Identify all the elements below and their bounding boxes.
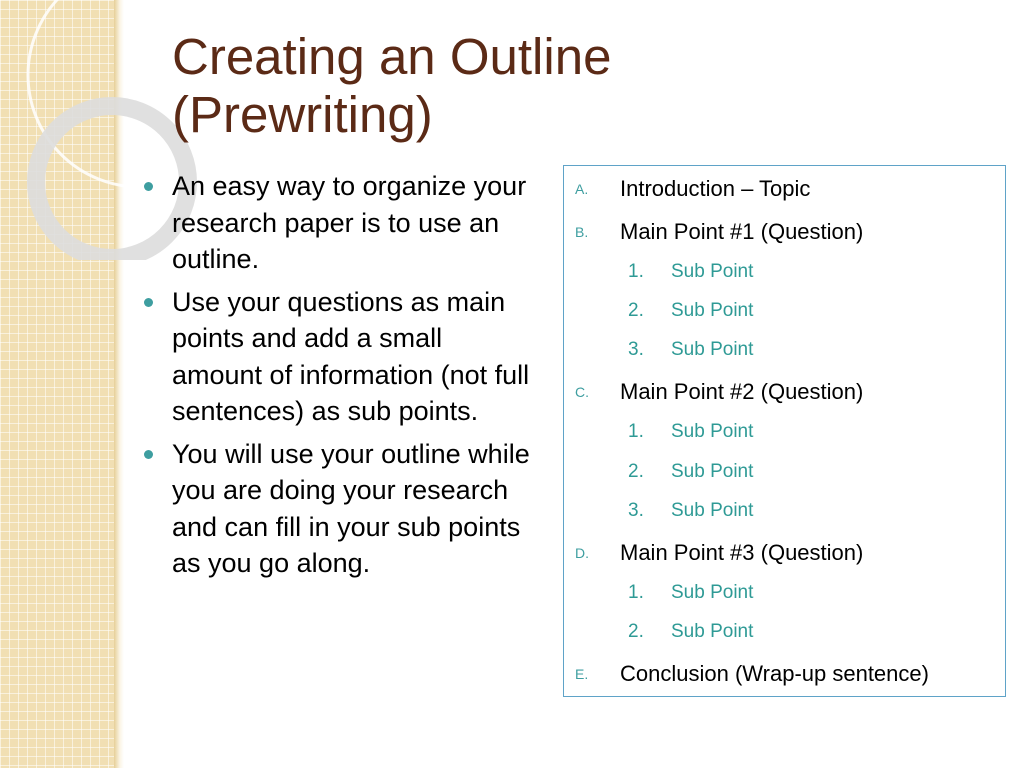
outline-text: Conclusion (Wrap-up sentence) (620, 661, 929, 686)
outline-text: Sub Point (671, 461, 754, 482)
outline-box (563, 165, 1006, 697)
bullet-text: Use your questions as main points and add a small amount of information (not full sentences) as sub points. (172, 286, 530, 426)
outline-text: Main Point #3 (Question) (620, 540, 864, 565)
outline-marker: 1. (628, 582, 644, 603)
outline-marker: E. (575, 666, 589, 682)
outline-text: Sub Point (671, 621, 754, 642)
bullet-list (136, 168, 536, 588)
outline-marker: C. (575, 384, 589, 400)
outline-marker: 2. (628, 300, 644, 321)
outline-marker: 2. (628, 621, 644, 642)
outline-text: Sub Point (671, 582, 754, 603)
outline-marker: 1. (628, 421, 644, 442)
slide-title-line-2: (Prewriting) (172, 86, 433, 143)
outline-marker: 1. (628, 261, 644, 282)
outline-text: Sub Point (671, 261, 754, 282)
slide-title-line-1: Creating an Outline (172, 28, 612, 85)
bullet-icon (144, 450, 153, 459)
outline-marker: A. (575, 181, 589, 197)
bullet-item (136, 168, 536, 278)
bullet-item (136, 284, 536, 430)
outline-text: Main Point #1 (Question) (620, 219, 864, 244)
slide-title (172, 28, 611, 144)
outline-marker: 3. (628, 339, 644, 360)
outline-text: Sub Point (671, 300, 754, 321)
outline-text: Sub Point (671, 500, 754, 521)
outline-marker: 3. (628, 500, 644, 521)
bullet-text: An easy way to organize your research paper is to use an outline. (172, 171, 527, 274)
outline-marker: D. (575, 545, 589, 561)
bullet-icon (144, 182, 153, 191)
outline-text: Sub Point (671, 339, 754, 360)
outline-text: Sub Point (671, 421, 754, 442)
bullet-text: You will use your outline while you are doing your research and can fill in your sub points as you go along. (172, 438, 530, 578)
outline-marker: B. (575, 224, 589, 240)
outline-text: Main Point #2 (Question) (620, 379, 864, 404)
outline-text: Introduction – Topic (620, 176, 811, 201)
outline-marker: 2. (628, 461, 644, 482)
bullet-icon (144, 298, 153, 307)
bullet-item (136, 436, 536, 582)
